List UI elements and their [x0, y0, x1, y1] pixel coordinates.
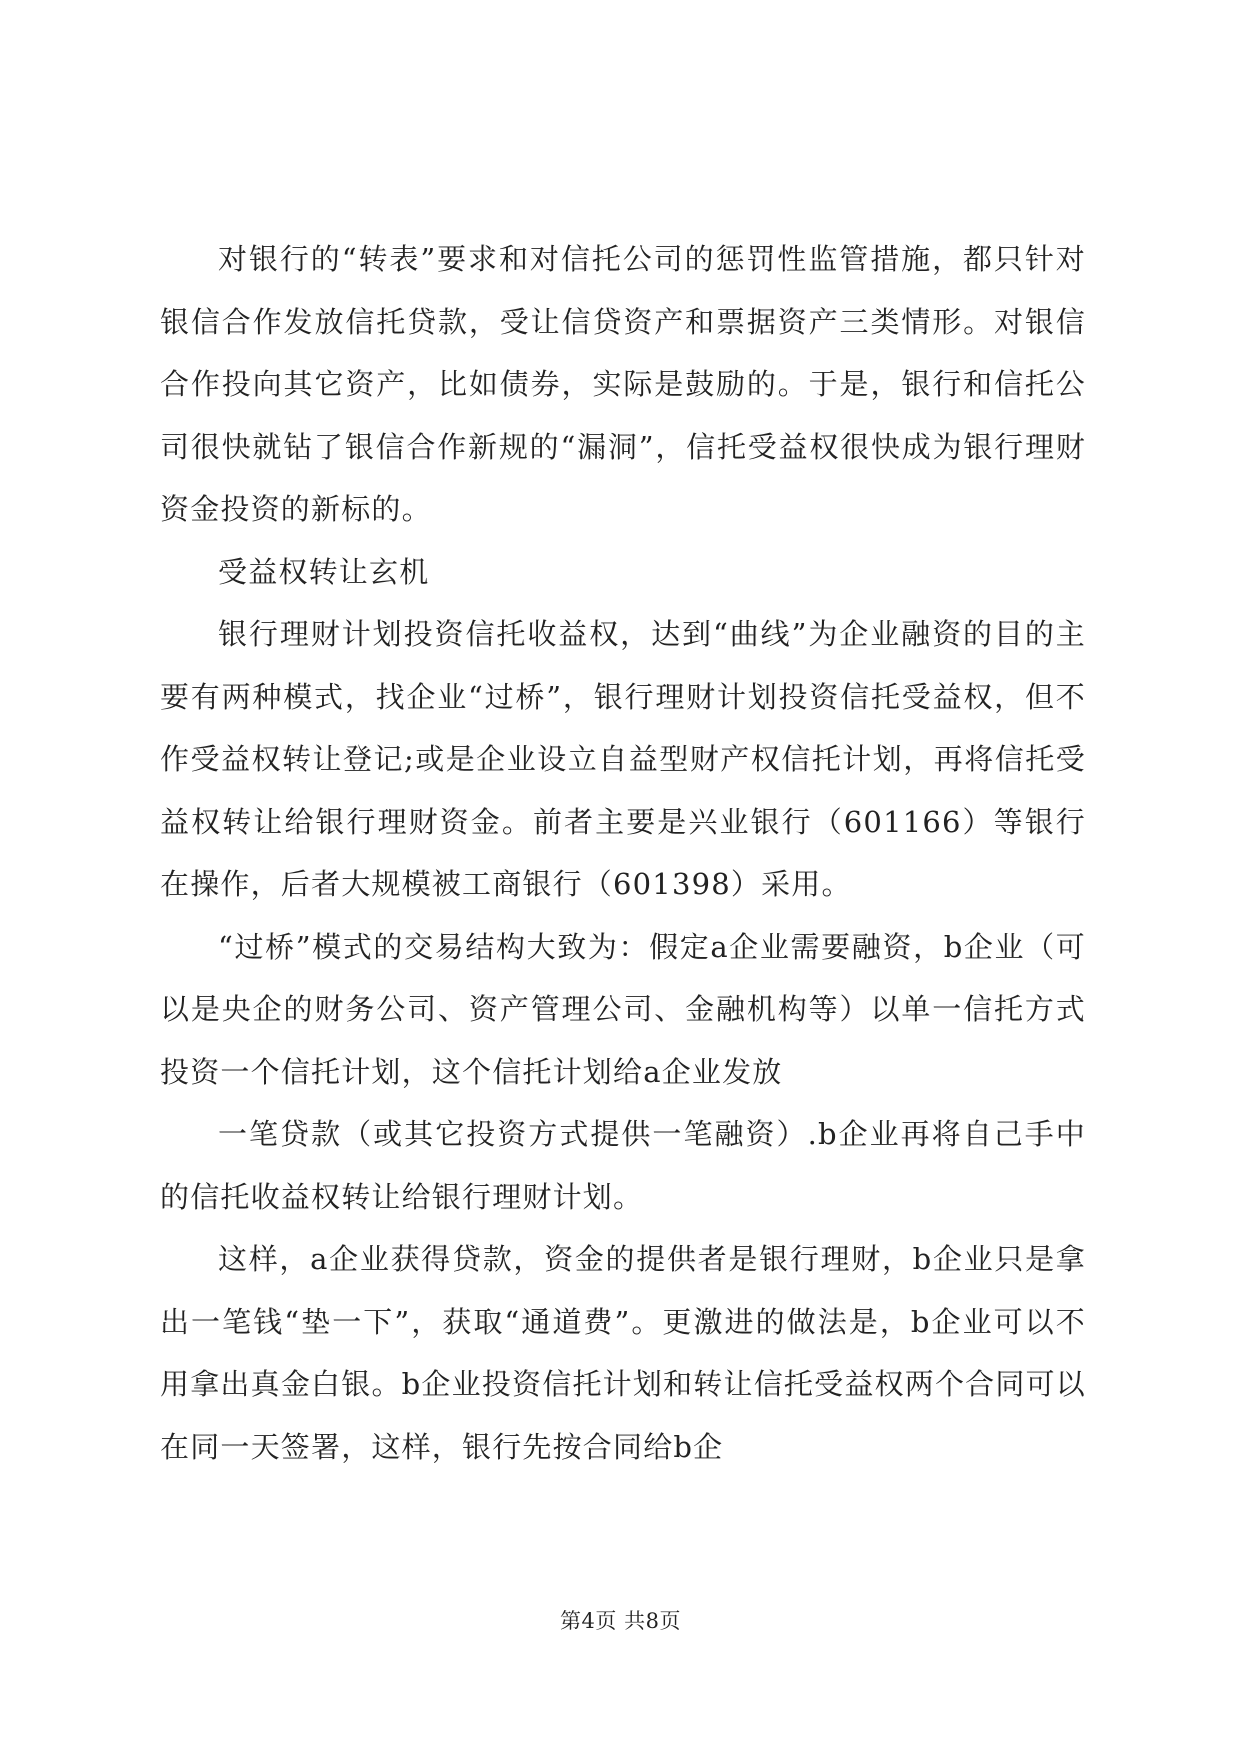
- paragraph-1: 对银行的“转表”要求和对信托公司的惩罚性监管措施，都只针对银信合作发放信托贷款，受让信贷资产和票据资产三类情形。对银信合作投向其它资产，比如债券，实际是鼓励的。于是，银行和信托公司很快就钻了银信合作新规的“漏洞”，信托受益权很快成为银行理财资金投资的新标的。: [160, 242, 1086, 526]
- paragraph-4: 一笔贷款（或其它投资方式提供一笔融资）.b企业再将自己手中的信托收益权转让给银行理财计划。: [160, 1117, 1086, 1214]
- paragraph-3: “过桥”模式的交易结构大致为：假定a企业需要融资，b企业（可以是央企的财务公司、资产管理公司、金融机构等）以单一信托方式投资一个信托计划，这个信托计划给a企业发放: [160, 929, 1086, 1089]
- document-body: [160, 228, 1086, 1478]
- page-footer: [0, 1606, 1241, 1636]
- section-heading: 受益权转让玄机: [218, 554, 430, 589]
- page-number: 第4页 共8页: [560, 1609, 681, 1633]
- paragraph-5: 这样，a企业获得贷款，资金的提供者是银行理财，b企业只是拿出一笔钱“垫一下”，获取“通道费”。更激进的做法是，b企业可以不用拿出真金白银。b企业投资信托计划和转让信托受益权两个合同可以在同一天签署，这样，银行先按合同给b企: [160, 1242, 1086, 1464]
- paragraph-2: 银行理财计划投资信托收益权，达到“曲线”为企业融资的目的主要有两种模式，找企业“过桥”，银行理财计划投资信托受益权，但不作受益权转让登记;或是企业设立自益型财产权信托计划，再将信托受益权转让给银行理财资金。前者主要是兴业银行（601166）等银行在操作，后者大规模被工商银行（601398）采用。: [160, 617, 1086, 901]
